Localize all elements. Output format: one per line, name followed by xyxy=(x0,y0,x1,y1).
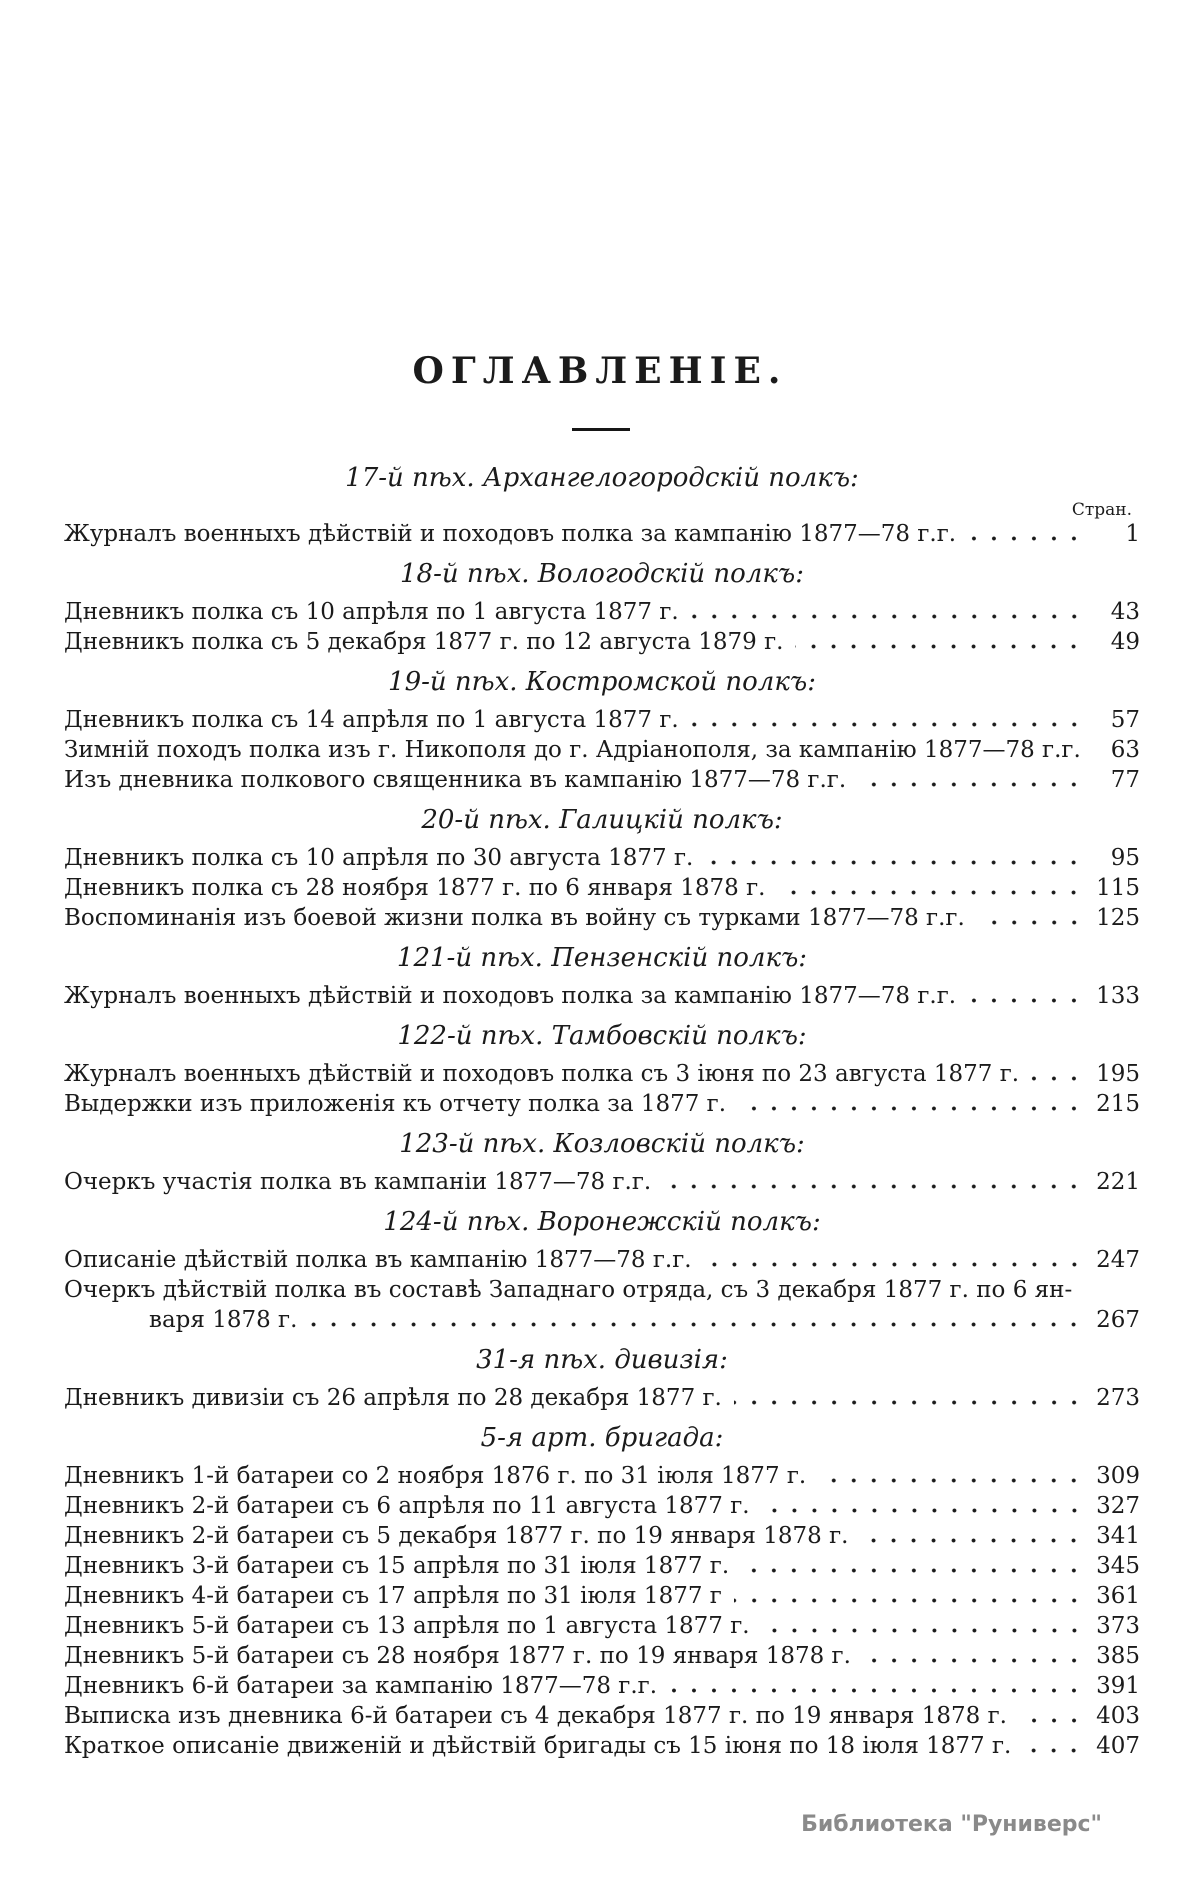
toc-entry xyxy=(64,1383,1140,1413)
toc-section xyxy=(64,1207,1140,1335)
toc-section-heading: 122-й пѣх. Тамбовскій полкъ: xyxy=(397,1021,807,1051)
toc-entry xyxy=(64,1701,1140,1731)
toc-section xyxy=(64,667,1140,795)
toc-entry xyxy=(64,765,1140,795)
toc-section-heading: 18-й пѣх. Вологодскій полкъ: xyxy=(400,559,804,589)
toc-entry-page: 195 xyxy=(1096,1061,1140,1087)
toc-entry-page: 133 xyxy=(1096,983,1140,1009)
toc-entry-text: Выдержки изъ приложенія къ отчету полка за 1877 г. xyxy=(64,1091,727,1117)
dot-leader xyxy=(738,1106,1084,1111)
toc-section-heading: 19-й пѣх. Костромской полкъ: xyxy=(388,667,816,697)
dot-leader xyxy=(977,920,1084,925)
dot-leader xyxy=(968,998,1084,1003)
toc-entry-page: 57 xyxy=(1110,707,1140,733)
toc-entry-page: 95 xyxy=(1110,845,1140,871)
toc-section-heading: 5-я арт. бригада: xyxy=(480,1423,724,1453)
toc-entry xyxy=(64,1521,1140,1551)
toc-entry-text: Дневникъ 2-й батареи съ 5 декабря 1877 г. по 19 января 1878 г. xyxy=(64,1523,849,1549)
toc-section xyxy=(64,1423,1140,1761)
toc-entry xyxy=(64,1731,1140,1761)
toc-section xyxy=(64,559,1140,657)
toc-entry-text: Дневникъ дивизіи съ 26 апрѣля по 28 декабря 1877 г. xyxy=(64,1385,722,1411)
toc-entry-page: 273 xyxy=(1096,1385,1140,1411)
toc-entry-text: Дневникъ 3-й батареи съ 15 апрѣля по 31 іюля 1877 г. xyxy=(64,1553,730,1579)
toc-entry-page: 267 xyxy=(1096,1307,1140,1333)
toc-section xyxy=(64,805,1140,933)
toc-section xyxy=(64,1129,1140,1197)
toc-entry-page: 221 xyxy=(1096,1169,1140,1195)
toc-section-heading: 121-й пѣх. Пензенскій полкъ: xyxy=(396,943,808,973)
toc-entry xyxy=(64,1671,1140,1701)
dot-leader xyxy=(669,1688,1084,1693)
toc-entry-text: Журналъ военныхъ дѣйствій и походовъ полка за кампанію 1877—78 г.г. xyxy=(64,521,957,547)
toc-entry-text: Дневникъ 4-й батареи съ 17 апрѣля по 31 іюля 1877 г xyxy=(64,1583,722,1609)
toc-section xyxy=(64,463,1140,549)
toc-entry-page: 125 xyxy=(1096,905,1140,931)
toc-entry xyxy=(64,1611,1140,1641)
page-column-header: Стран. xyxy=(1071,500,1132,520)
dot-leader xyxy=(1031,1076,1084,1081)
dot-leader xyxy=(691,614,1084,619)
toc-section xyxy=(64,1345,1140,1413)
toc-entry xyxy=(64,1059,1140,1089)
dot-leader xyxy=(741,1568,1084,1573)
toc-entry-page: 247 xyxy=(1096,1247,1140,1273)
toc-entry-page: 309 xyxy=(1096,1463,1140,1489)
dot-leader xyxy=(762,1628,1084,1633)
toc-entry-page: 385 xyxy=(1096,1643,1140,1669)
dot-leader xyxy=(705,860,1084,865)
dot-leader xyxy=(762,1508,1084,1513)
dot-leader xyxy=(1019,1718,1084,1723)
toc-entry-text: Дневникъ полка съ 14 апрѣля по 1 августа 1877 г. xyxy=(64,707,679,733)
toc-entry-text: Краткое описаніе движеній и дѣйствій бригады съ 15 іюня по 18 іюля 1877 г. xyxy=(64,1733,1012,1759)
dot-leader xyxy=(734,1598,1084,1603)
toc-entry-text: Дневникъ полка съ 10 апрѣля по 30 августа 1877 г. xyxy=(64,845,694,871)
toc-entry-text: варя 1878 г. xyxy=(149,1307,298,1333)
dot-leader xyxy=(968,536,1084,541)
toc-entry-text: Дневникъ полка съ 28 ноября 1877 г. по 6 января 1878 г. xyxy=(64,875,766,901)
dot-leader xyxy=(858,782,1084,787)
page-title: ОГЛАВЛЕНІЕ. xyxy=(412,350,788,392)
title-divider-rule xyxy=(572,428,630,431)
dot-leader xyxy=(777,890,1084,895)
toc-entry-text: Дневникъ 5-й батареи съ 28 ноября 1877 г. по 19 января 1878 г. xyxy=(64,1643,851,1669)
toc-section-heading: 17-й пѣх. Архангелогородскій полкъ: xyxy=(345,463,859,493)
toc-entry-page: 373 xyxy=(1096,1613,1140,1639)
toc-entry-text: Очеркъ участія полка въ кампаніи 1877—78 г.г. xyxy=(64,1169,652,1195)
toc-entry-page: 115 xyxy=(1096,875,1140,901)
dot-leader xyxy=(663,1184,1084,1189)
toc-section xyxy=(64,943,1140,1011)
toc-entry-text: Дневникъ 6-й батареи за кампанію 1877—78 г.г. xyxy=(64,1673,658,1699)
toc-entry-text: Очеркъ дѣйствій полка въ составѣ Западнаго отряда, съ 3 декабря 1877 г. по 6 ян- xyxy=(64,1277,1073,1303)
toc-section-heading: 31-я пѣх. дивизія: xyxy=(476,1345,728,1375)
toc-entry-text: Дневникъ 2-й батареи съ 6 апрѣля по 11 августа 1877 г. xyxy=(64,1493,750,1519)
toc-entry xyxy=(64,1245,1140,1275)
toc-entry-page: 215 xyxy=(1096,1091,1140,1117)
toc-entry xyxy=(64,903,1140,933)
toc-entry-text: Дневникъ полка съ 10 апрѣля по 1 августа 1877 г. xyxy=(64,599,679,625)
dot-leader xyxy=(704,1262,1084,1267)
toc-entry-text: Журналъ военныхъ дѣйствій и походовъ полка съ 3 іюня по 23 августа 1877 г. xyxy=(64,1061,1020,1087)
toc-entry xyxy=(64,735,1140,765)
toc-entry xyxy=(64,981,1140,1011)
dot-leader xyxy=(1023,1748,1084,1753)
toc-entry-text: Зимній походъ полка изъ г. Никополя до г. Адріанополя, за кампанію 1877—78 г.г. xyxy=(64,737,1081,763)
toc-entry xyxy=(64,873,1140,903)
toc-entry xyxy=(64,1167,1140,1197)
toc-entry xyxy=(64,597,1140,627)
toc-entry-page: 77 xyxy=(1110,767,1140,793)
toc-entry-text: Журналъ военныхъ дѣйствій и походовъ полка за кампанію 1877—78 г.г. xyxy=(64,983,957,1009)
toc-section xyxy=(64,1021,1140,1119)
library-watermark: Библиотека "Руниверс" xyxy=(801,1812,1102,1837)
toc-entry-page: 403 xyxy=(1096,1703,1140,1729)
dot-leader xyxy=(309,1322,1084,1327)
toc-section-heading: 123-й пѣх. Козловскій полкъ: xyxy=(399,1129,805,1159)
toc-entry xyxy=(64,705,1140,735)
toc-entry-text: Дневникъ 5-й батареи съ 13 апрѣля по 1 августа 1877 г. xyxy=(64,1613,750,1639)
toc-entry-text: Воспоминанія изъ боевой жизни полка въ войну съ турками 1877—78 г.г. xyxy=(64,905,965,931)
toc-entry xyxy=(64,1641,1140,1671)
toc-entry-page: 1 xyxy=(1125,521,1140,547)
toc-entry-page: 327 xyxy=(1096,1493,1140,1519)
dot-leader xyxy=(734,1400,1084,1405)
toc-entry xyxy=(64,1551,1140,1581)
toc-entry xyxy=(64,1461,1140,1491)
toc-section-heading: 124-й пѣх. Воронежскій полкъ: xyxy=(383,1207,821,1237)
dot-leader xyxy=(818,1478,1084,1483)
dot-leader xyxy=(863,1658,1084,1663)
toc-entry-text: Выписка изъ дневника 6-й батареи съ 4 декабря 1877 г. по 19 января 1878 г. xyxy=(64,1703,1007,1729)
toc-entry-page: 407 xyxy=(1096,1733,1140,1759)
toc-entry-page: 43 xyxy=(1110,599,1140,625)
toc-entry xyxy=(64,519,1140,549)
toc-entry-text: Дневникъ полка съ 5 декабря 1877 г. по 12 августа 1879 г. xyxy=(64,629,784,655)
toc-entry xyxy=(64,843,1140,873)
toc-entry xyxy=(64,627,1140,657)
toc xyxy=(64,458,1140,1761)
dot-leader xyxy=(795,644,1084,649)
toc-entry-page: 63 xyxy=(1110,737,1140,763)
toc-entry xyxy=(64,1305,1140,1335)
toc-entry-page: 341 xyxy=(1096,1523,1140,1549)
dot-leader xyxy=(860,1538,1084,1543)
toc-entry-text: Дневникъ 1-й батареи со 2 ноября 1876 г. по 31 іюля 1877 г. xyxy=(64,1463,807,1489)
toc-entry xyxy=(64,1491,1140,1521)
toc-entry-page: 49 xyxy=(1110,629,1140,655)
toc-entry-page: 391 xyxy=(1096,1673,1140,1699)
toc-entry xyxy=(64,1581,1140,1611)
toc-entry-page: 345 xyxy=(1096,1553,1140,1579)
dot-leader xyxy=(691,722,1084,727)
toc-entry-text: Описаніе дѣйствій полка въ кампанію 1877—78 г.г. xyxy=(64,1247,692,1273)
toc-entry xyxy=(64,1089,1140,1119)
toc-section-heading: 20-й пѣх. Галицкій полкъ: xyxy=(421,805,783,835)
toc-entry xyxy=(64,1275,1140,1305)
toc-entry-text: Изъ дневника полкового священника въ кампанію 1877—78 г.г. xyxy=(64,767,847,793)
toc-entry-page: 361 xyxy=(1096,1583,1140,1609)
